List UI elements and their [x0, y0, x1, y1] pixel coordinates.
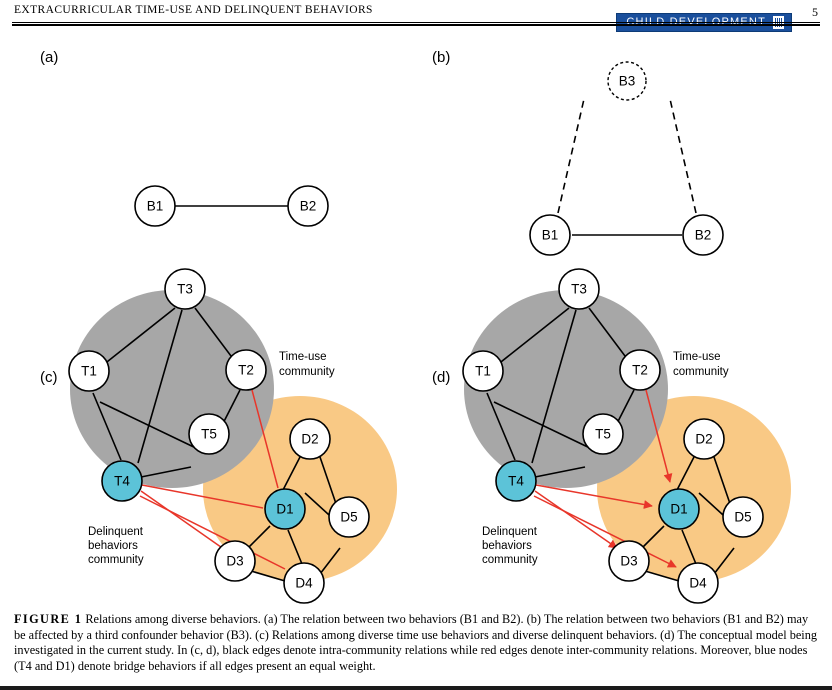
node-label-t4-d: T4: [508, 473, 524, 489]
node-label-d2-d: D2: [695, 431, 713, 447]
edge-b1-b3: [558, 99, 584, 213]
node-label-d3-c: D3: [226, 553, 244, 569]
annotation-delinquent-line3-d: community: [482, 554, 538, 566]
node-label-d5-d: D5: [734, 509, 752, 525]
node-label-t2-d: T2: [632, 362, 648, 378]
figure-caption: [14, 612, 820, 674]
node-label-b2-a: B2: [299, 198, 317, 214]
node-label-t5-d: T5: [595, 426, 611, 442]
annotation-delinquent-line1-c: Delinquent: [88, 526, 143, 538]
node-label-t4-c: T4: [114, 473, 130, 489]
header-rule-bottom: [12, 24, 820, 26]
panel-label-b: (b): [432, 49, 451, 66]
node-label-d1-c: D1: [276, 501, 294, 517]
node-label-b1-b: B1: [541, 227, 559, 243]
node-label-b3: B3: [618, 73, 636, 89]
panel-label-a: (a): [40, 49, 59, 66]
node-label-t1-d: T1: [475, 363, 491, 379]
panel-label-c: (c): [40, 369, 58, 386]
annotation-time-use-line1-c: Time-use: [279, 351, 327, 363]
edge-b2-b3: [670, 99, 696, 213]
header-rule-top: [12, 22, 820, 23]
page-number: 5: [812, 5, 818, 19]
page-bottom-rule: [0, 686, 832, 690]
running-head: [0, 0, 832, 30]
running-head-title: EXTRACURRICULAR TIME-USE AND DELINQUENT BEHAVIORS: [14, 4, 373, 16]
node-label-d5-c: D5: [340, 509, 358, 525]
annotation-time-use-line2-d: community: [673, 366, 729, 378]
node-label-d2-c: D2: [301, 431, 319, 447]
annotation-delinquent-line2-c: behaviors: [88, 540, 138, 552]
annotation-time-use-line2-c: community: [279, 366, 335, 378]
node-label-b1-a: B1: [146, 198, 164, 214]
node-label-t3-d: T3: [571, 281, 587, 297]
panel-label-d: (d): [432, 369, 451, 386]
panel-d: [432, 269, 791, 603]
figure-caption-text: Relations among diverse behaviors. (a) The relation between two behaviors (B1 and B2). (b) The relation between two behaviors (B1 and B2) may be affected by a third confounder behavior (B3). (c) Relations among diverse time use behaviors and diverse delinquent behaviors. (d) The conceptual model being investigated in the current study. In (c, d), black edges denote intra-community relations while red edges denote inter-community relations. Moreover, blue nodes (T4 and D1) denote bridge behaviors if all edges present an equal weight.: [14, 612, 818, 673]
node-label-d4-c: D4: [295, 575, 313, 591]
figure-caption-label: FIGURE 1: [14, 612, 83, 626]
annotation-delinquent-line1-d: Delinquent: [482, 526, 537, 538]
node-label-d4-d: D4: [689, 575, 707, 591]
node-label-t1-c: T1: [81, 363, 97, 379]
node-label-d1-d: D1: [670, 501, 688, 517]
panel-c: [40, 269, 397, 603]
figure-1: [0, 30, 832, 605]
node-label-d3-d: D3: [620, 553, 638, 569]
node-label-t5-c: T5: [201, 426, 217, 442]
annotation-time-use-line1-d: Time-use: [673, 351, 721, 363]
node-label-t2-c: T2: [238, 362, 254, 378]
annotation-delinquent-line3-c: community: [88, 554, 144, 566]
node-label-t3-c: T3: [177, 281, 193, 297]
node-label-b2-b: B2: [694, 227, 712, 243]
annotation-delinquent-line2-d: behaviors: [482, 540, 532, 552]
